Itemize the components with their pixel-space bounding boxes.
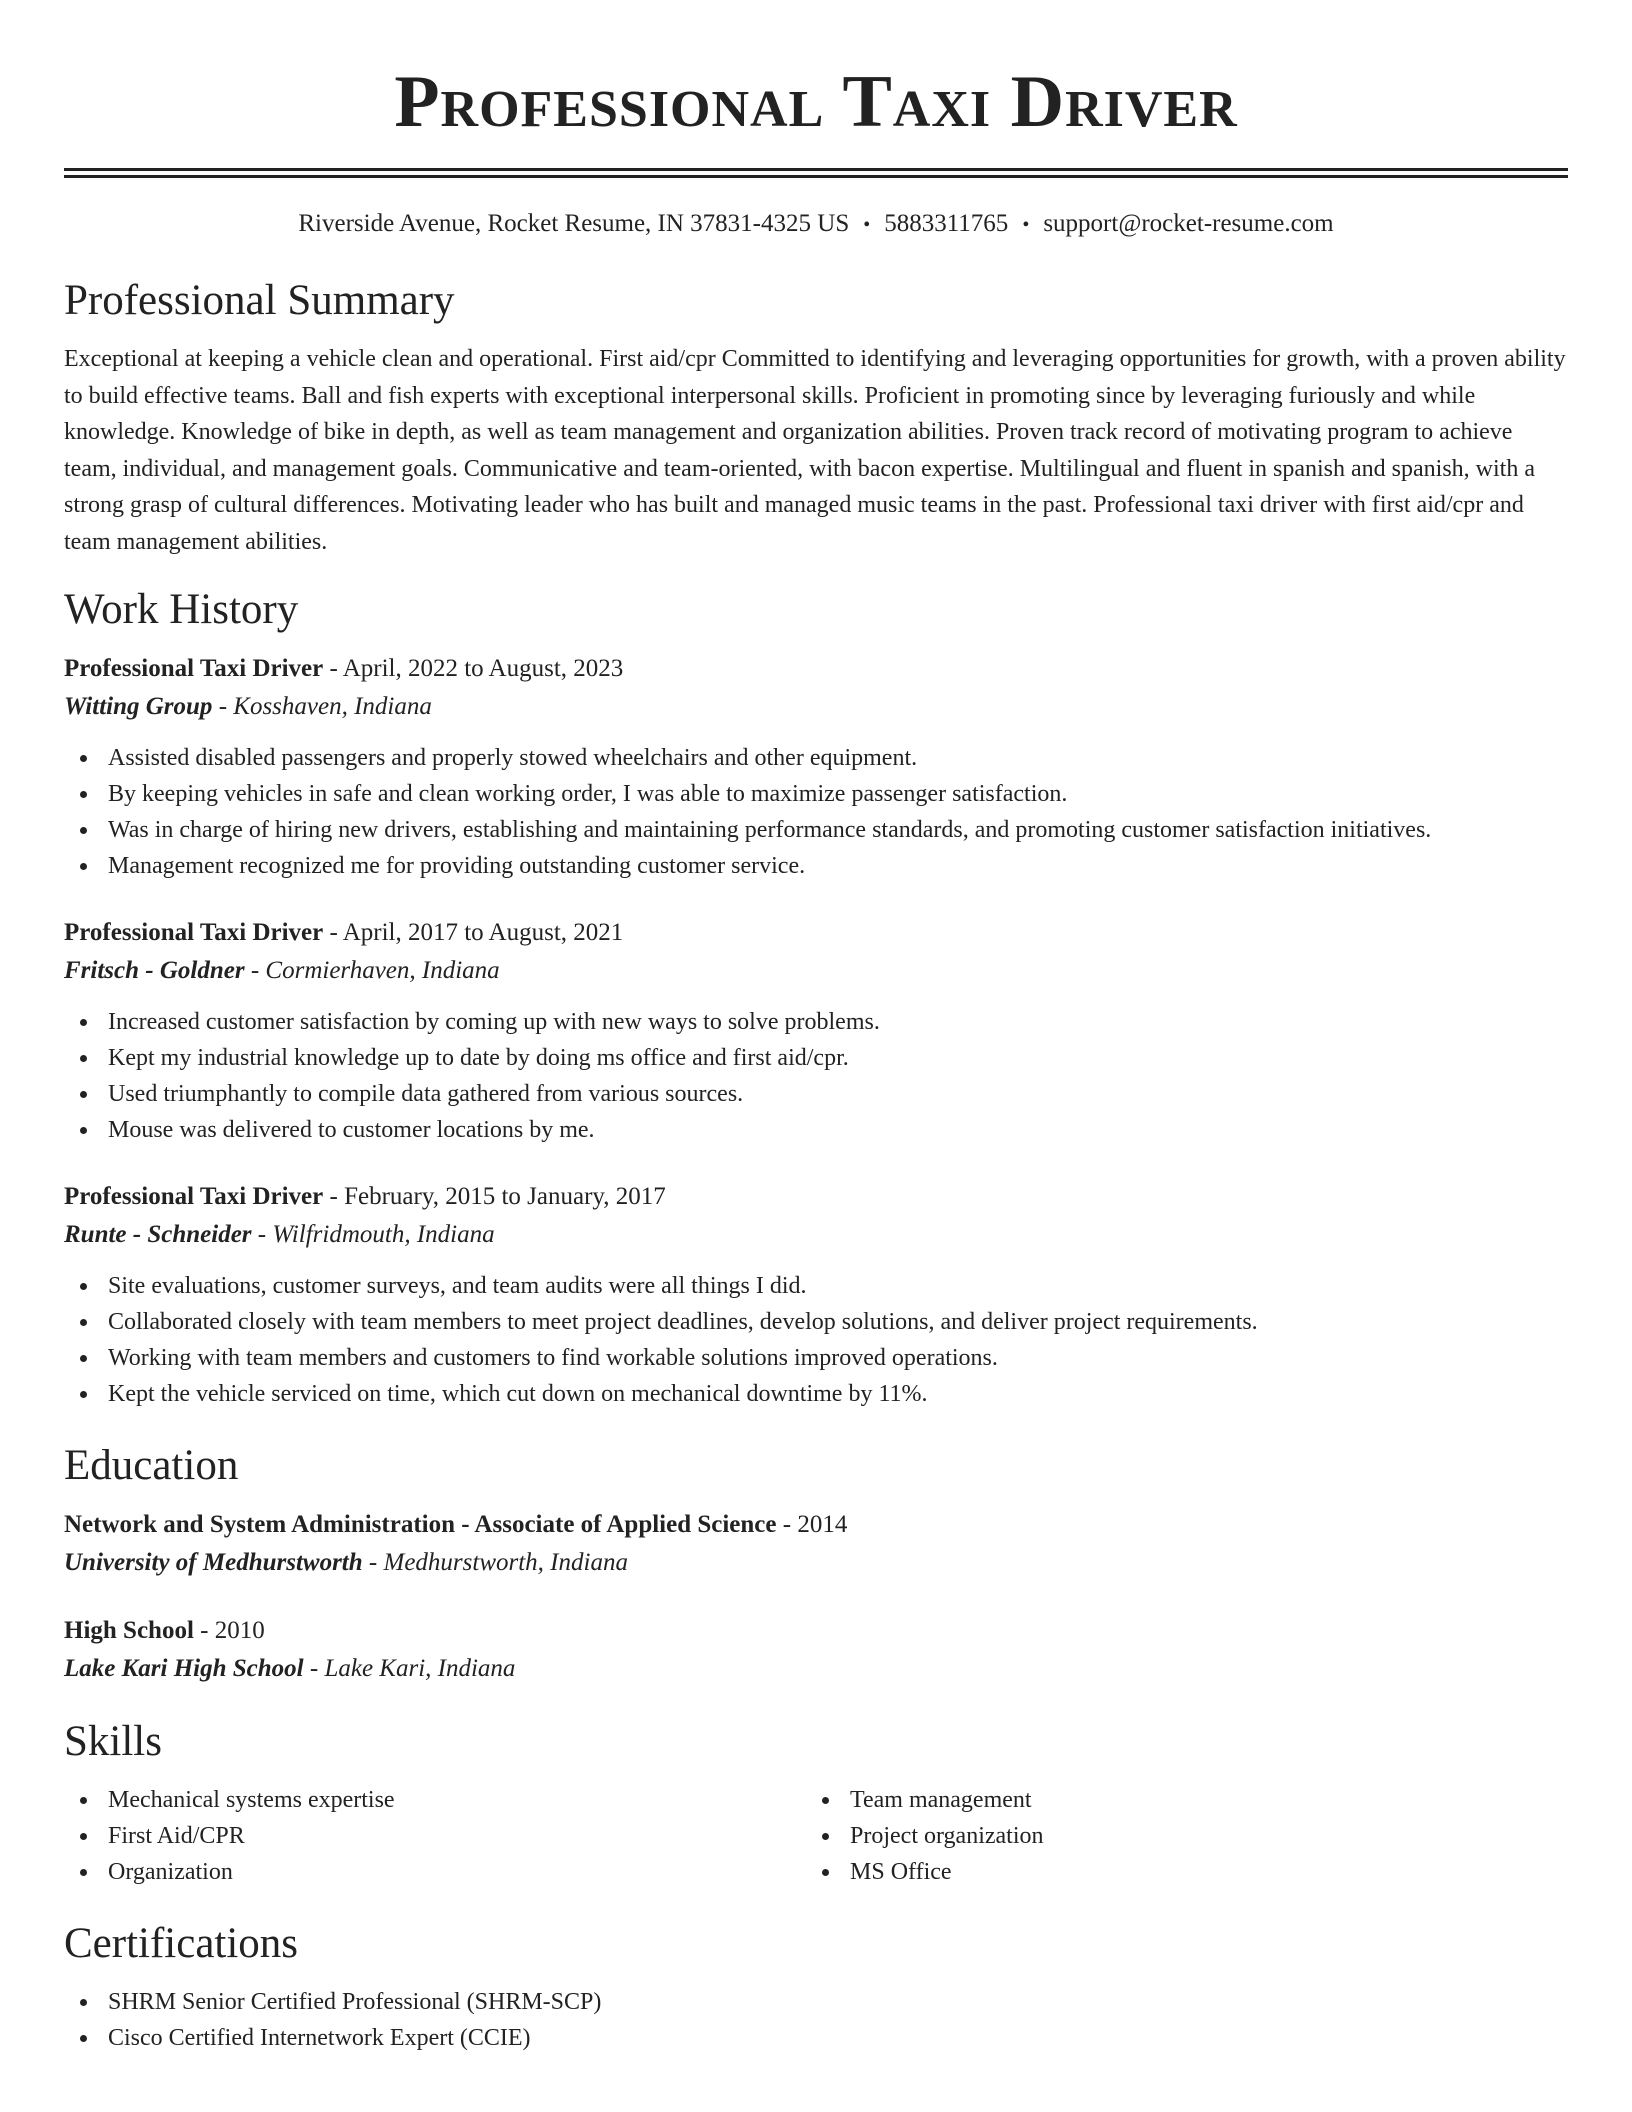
job-location: - Cormierhaven, Indiana <box>244 957 500 984</box>
job-bullet-text: Management recognized me for providing outstanding customer service. <box>108 853 806 879</box>
job-company-line <box>64 688 1568 726</box>
skill-text: First Aid/CPR <box>108 1823 245 1849</box>
bullet-dot-icon <box>80 1833 87 1840</box>
skill-item <box>64 1782 806 1818</box>
job-bullet <box>64 1004 1568 1040</box>
education-school-line <box>64 1544 1568 1582</box>
bullet-dot-icon <box>80 1797 87 1804</box>
job-bullet <box>64 1076 1568 1112</box>
bullet-dot-icon <box>80 1127 87 1134</box>
job-bullet-text: By keeping vehicles in safe and clean working order, I was able to maximize passenger satisfaction. <box>108 781 1068 807</box>
education-degree-line <box>64 1612 1568 1650</box>
bullet-dot-icon <box>80 863 87 870</box>
job-bullet-list <box>64 1268 1568 1412</box>
bullet-dot-icon <box>80 1019 87 1026</box>
job-dates: - February, 2015 to January, 2017 <box>323 1183 666 1210</box>
job-bullet <box>64 1340 1568 1376</box>
job-bullet <box>64 1376 1568 1412</box>
contact-separator: • <box>863 214 871 236</box>
job-position: Professional Taxi Driver <box>64 1183 324 1210</box>
job-company-line <box>64 952 1568 990</box>
job-bullet-text: Kept my industrial knowledge up to date by doing ms office and first aid/cpr. <box>108 1045 849 1071</box>
bullet-dot-icon <box>80 2035 87 2042</box>
job-company: Witting Group <box>64 693 213 720</box>
bullet-dot-icon <box>80 1091 87 1098</box>
bullet-dot-icon <box>80 1999 87 2006</box>
skill-text: Mechanical systems expertise <box>108 1787 395 1813</box>
skill-text: Organization <box>108 1859 233 1885</box>
job-title-line <box>64 914 1568 952</box>
job-bullet-text: Increased customer satisfaction by coming up with new ways to solve problems. <box>108 1009 880 1035</box>
skill-text: MS Office <box>850 1859 952 1885</box>
summary-heading: Professional Summary <box>64 277 455 324</box>
job-entry <box>64 914 1568 1148</box>
education-school: Lake Kari High School <box>64 1655 304 1682</box>
bullet-dot-icon <box>80 1283 87 1290</box>
education-location: - Medhurstworth, Indiana <box>362 1549 628 1576</box>
job-entry <box>64 1178 1568 1412</box>
work-history-heading: Work History <box>64 586 299 633</box>
education-location: - Lake Kari, Indiana <box>303 1655 516 1682</box>
job-bullet <box>64 1304 1568 1340</box>
contact-phone: 5883311765 <box>884 210 1009 237</box>
bullet-dot-icon <box>80 827 87 834</box>
contact-line <box>64 208 1568 241</box>
certification-text: Cisco Certified Internetwork Expert (CCIE) <box>108 2025 531 2051</box>
certification-text: SHRM Senior Certified Professional (SHRM-SCP) <box>108 1989 602 2015</box>
skill-item <box>806 1782 1548 1818</box>
job-bullet-text: Working with team members and customers to find workable solutions improved operations. <box>108 1345 998 1371</box>
certifications-heading: Certifications <box>64 1920 299 1967</box>
bullet-dot-icon <box>80 1319 87 1326</box>
education-degree: Network and System Administration - Associate of Applied Science <box>64 1511 777 1538</box>
job-company-line <box>64 1216 1568 1254</box>
bullet-dot-icon <box>80 791 87 798</box>
education-heading: Education <box>64 1442 239 1489</box>
job-bullet-text: Used triumphantly to compile data gathered from various sources. <box>108 1081 744 1107</box>
skills-heading: Skills <box>64 1718 162 1765</box>
job-bullet <box>64 812 1568 848</box>
skill-text: Team management <box>850 1787 1032 1813</box>
education-school-line <box>64 1650 1568 1688</box>
contact-separator: • <box>1022 214 1030 236</box>
bullet-dot-icon <box>822 1869 829 1876</box>
job-dates: - April, 2017 to August, 2021 <box>323 919 624 946</box>
header-double-rule <box>64 168 1568 178</box>
job-title-line <box>64 1178 1568 1216</box>
resume-page <box>64 0 1568 2056</box>
job-bullet-text: Site evaluations, customer surveys, and team audits were all things I did. <box>108 1273 807 1299</box>
skill-item <box>806 1854 1548 1890</box>
skill-item <box>64 1818 806 1854</box>
skills-column-right <box>806 1782 1548 1890</box>
job-company: Fritsch - Goldner <box>64 957 245 984</box>
job-entry <box>64 650 1568 884</box>
bullet-dot-icon <box>80 755 87 762</box>
bullet-dot-icon <box>80 1869 87 1876</box>
bullet-dot-icon <box>822 1833 829 1840</box>
education-school: University of Medhurstworth <box>64 1549 363 1576</box>
job-position: Professional Taxi Driver <box>64 919 324 946</box>
skills-grid <box>64 1782 1568 1890</box>
job-bullet-text: Mouse was delivered to customer locations by me. <box>108 1117 595 1143</box>
job-bullet-text: Assisted disabled passengers and properly stowed wheelchairs and other equipment. <box>108 745 918 771</box>
job-bullet <box>64 1040 1568 1076</box>
job-bullet-text: Kept the vehicle serviced on time, which cut down on mechanical downtime by 11%. <box>108 1381 928 1407</box>
job-bullet <box>64 1268 1568 1304</box>
certification-item <box>64 1984 1568 2020</box>
resume-name: Professional Taxi Driver <box>394 61 1238 143</box>
bullet-dot-icon <box>80 1355 87 1362</box>
skills-column-left <box>64 1782 806 1890</box>
job-company: Runte - Schneider <box>64 1221 252 1248</box>
education-degree-line <box>64 1506 1568 1544</box>
bullet-dot-icon <box>80 1055 87 1062</box>
education-entry <box>64 1612 1568 1688</box>
contact-address: Riverside Avenue, Rocket Resume, IN 37831-4325 US <box>298 210 850 237</box>
contact-email: support@rocket-resume.com <box>1043 210 1334 237</box>
education-year: - 2014 <box>776 1511 848 1538</box>
skill-item <box>806 1818 1548 1854</box>
job-bullet-list <box>64 740 1568 884</box>
job-dates: - April, 2022 to August, 2023 <box>323 655 624 682</box>
certification-item <box>64 2020 1568 2056</box>
job-bullet <box>64 1112 1568 1148</box>
skill-text: Project organization <box>850 1823 1044 1849</box>
job-position: Professional Taxi Driver <box>64 655 324 682</box>
summary-text: Exceptional at keeping a vehicle clean and operational. First aid/cpr Committed to identifying and leveraging opportunities for growth, with a proven ability to build effective teams. Ball and fish experts with exceptional interpersonal skills. Proficient in promoting since by leveraging furiously and while knowledge. Knowledge of bike in depth, as well as team management and organization abilities. Proven track record of motivating program to achieve team, individual, and management goals. Communicative and team-oriented, with bacon expertise. Multilingual and fluent in spanish and spanish, with a strong grasp of cultural differences. Motivating leader who has built and managed music teams in the past. Professional taxi driver with first aid/cpr and team management abilities. <box>64 346 1566 555</box>
education-year: - 2010 <box>193 1617 265 1644</box>
bullet-dot-icon <box>80 1391 87 1398</box>
job-bullet <box>64 740 1568 776</box>
education-entry <box>64 1506 1568 1582</box>
job-bullet-text: Was in charge of hiring new drivers, establishing and maintaining performance standards, and promoting customer satisfaction initiatives. <box>108 817 1432 843</box>
certifications-list <box>64 1984 1568 2056</box>
education-degree: High School <box>64 1617 194 1644</box>
job-location: - Kosshaven, Indiana <box>212 693 432 720</box>
skill-item <box>64 1854 806 1890</box>
job-bullet-list <box>64 1004 1568 1148</box>
bullet-dot-icon <box>822 1797 829 1804</box>
job-bullet <box>64 776 1568 812</box>
job-location: - Wilfridmouth, Indiana <box>251 1221 495 1248</box>
job-bullet-text: Collaborated closely with team members to meet project deadlines, develop solutions, and deliver project requirements. <box>108 1309 1258 1335</box>
job-title-line <box>64 650 1568 688</box>
job-bullet <box>64 848 1568 884</box>
